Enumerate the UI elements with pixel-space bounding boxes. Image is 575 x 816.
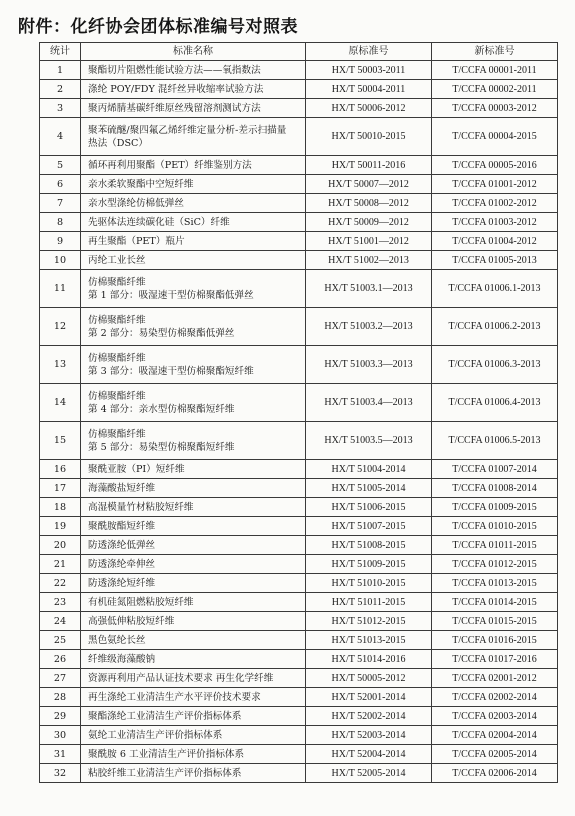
table-row [40, 726, 558, 745]
standard-name-line: 第 1 部分：吸湿速干型仿棉聚酯低弹丝 [88, 289, 254, 301]
old-standard-number: HX/T 51001—2012 [306, 232, 432, 251]
old-standard-number: HX/T 50011-2016 [306, 156, 432, 175]
new-standard-number: T/CCFA 01002-2012 [432, 194, 558, 213]
standard-name [81, 707, 306, 726]
standard-name [81, 175, 306, 194]
new-standard-number: T/CCFA 00003-2012 [432, 99, 558, 118]
table-row [40, 745, 558, 764]
old-standard-number: HX/T 51003.4—2013 [306, 384, 432, 422]
standard-name-line: 聚酰亚胺（PI）短纤维 [88, 463, 185, 475]
new-standard-number: T/CCFA 02002-2014 [432, 688, 558, 707]
old-standard-number: HX/T 51010-2015 [306, 574, 432, 593]
old-standard-number: HX/T 50007—2012 [306, 175, 432, 194]
column-header-standard-name: 标准名称 [81, 43, 306, 61]
standard-name [81, 118, 306, 156]
standard-name-line: 纤维级海藻酸钠 [88, 653, 156, 665]
standard-name [81, 213, 306, 232]
row-index: 30 [40, 726, 81, 745]
row-index: 25 [40, 631, 81, 650]
standard-name-line: 仿棉聚酯纤维 [88, 352, 146, 364]
table-row [40, 346, 558, 384]
standard-name [81, 479, 306, 498]
standard-name [81, 536, 306, 555]
standard-name-line: 先驱体法连续碳化硅（SiC）纤维 [88, 216, 230, 228]
standard-name-line: 聚丙烯腈基碳纤维原丝残留溶剂测试方法 [88, 102, 261, 114]
table-row [40, 175, 558, 194]
standard-name-line: 聚苯硫醚/聚四氟乙烯纤维定量分析-差示扫描量 [88, 124, 287, 136]
old-standard-number: HX/T 52002-2014 [306, 707, 432, 726]
row-index: 12 [40, 308, 81, 346]
new-standard-number: T/CCFA 01011-2015 [432, 536, 558, 555]
row-index: 17 [40, 479, 81, 498]
old-standard-number: HX/T 51008-2015 [306, 536, 432, 555]
standard-name [81, 422, 306, 460]
table-row [40, 308, 558, 346]
standard-name [81, 555, 306, 574]
standard-name [81, 745, 306, 764]
standard-name-line: 海藻酸盐短纤维 [88, 482, 156, 494]
old-standard-number: HX/T 51003.5—2013 [306, 422, 432, 460]
standard-name-line: 亲水柔软聚酯中空短纤维 [88, 178, 194, 190]
standard-name-line: 第 3 部分：吸湿速干型仿棉聚酯短纤维 [88, 365, 254, 377]
row-index: 1 [40, 61, 81, 80]
standard-name-line: 防透涤纶低弹丝 [88, 539, 156, 551]
table-header-row [40, 43, 558, 61]
row-index: 31 [40, 745, 81, 764]
standard-name [81, 574, 306, 593]
old-standard-number: HX/T 51012-2015 [306, 612, 432, 631]
row-index: 16 [40, 460, 81, 479]
old-standard-number: HX/T 50009—2012 [306, 213, 432, 232]
new-standard-number: T/CCFA 01017-2016 [432, 650, 558, 669]
standard-name-line: 聚酰胺酯短纤维 [88, 520, 156, 532]
old-standard-number: HX/T 52004-2014 [306, 745, 432, 764]
table-row [40, 536, 558, 555]
standard-name [81, 593, 306, 612]
standard-name [81, 308, 306, 346]
table-row [40, 650, 558, 669]
table-row [40, 688, 558, 707]
row-index: 14 [40, 384, 81, 422]
new-standard-number: T/CCFA 01007-2014 [432, 460, 558, 479]
standard-name [81, 80, 306, 99]
row-index: 15 [40, 422, 81, 460]
row-index: 11 [40, 270, 81, 308]
new-standard-number: T/CCFA 01003-2012 [432, 213, 558, 232]
old-standard-number: HX/T 51004-2014 [306, 460, 432, 479]
standard-name-line: 热法（DSC） [88, 137, 148, 149]
standard-name-line: 仿棉聚酯纤维 [88, 428, 146, 440]
standard-name-line: 聚酯涤纶工业清洁生产评价指标体系 [88, 710, 242, 722]
standard-name [81, 688, 306, 707]
new-standard-number: T/CCFA 01006.3-2013 [432, 346, 558, 384]
old-standard-number: HX/T 51006-2015 [306, 498, 432, 517]
row-index: 8 [40, 213, 81, 232]
row-index: 29 [40, 707, 81, 726]
new-standard-number: T/CCFA 01006.4-2013 [432, 384, 558, 422]
standard-name [81, 194, 306, 213]
row-index: 20 [40, 536, 81, 555]
table-row [40, 384, 558, 422]
table-row [40, 612, 558, 631]
table-row [40, 555, 558, 574]
row-index: 9 [40, 232, 81, 251]
standard-name-line: 循环再利用聚酯（PET）纤维鉴别方法 [88, 159, 252, 171]
standard-name-line: 防透涤纶短纤维 [88, 577, 156, 589]
standard-name-line: 高强低伸粘胶短纤维 [88, 615, 175, 627]
column-header-old-number: 原标准号 [306, 43, 432, 61]
standard-name [81, 650, 306, 669]
standard-name [81, 726, 306, 745]
standard-name-line: 涤纶 POY/FDY 混纤丝异收缩率试验方法 [88, 83, 264, 95]
table-row [40, 80, 558, 99]
new-standard-number: T/CCFA 01012-2015 [432, 555, 558, 574]
standard-name [81, 270, 306, 308]
standard-name-line: 丙纶工业长丝 [88, 254, 146, 266]
old-standard-number: HX/T 51005-2014 [306, 479, 432, 498]
row-index: 28 [40, 688, 81, 707]
row-index: 4 [40, 118, 81, 156]
row-index: 26 [40, 650, 81, 669]
row-index: 21 [40, 555, 81, 574]
row-index: 2 [40, 80, 81, 99]
new-standard-number: T/CCFA 02001-2012 [432, 669, 558, 688]
standard-name [81, 251, 306, 270]
row-index: 18 [40, 498, 81, 517]
old-standard-number: HX/T 50004-2011 [306, 80, 432, 99]
column-header-new-number: 新标准号 [432, 43, 558, 61]
new-standard-number: T/CCFA 01006.2-2013 [432, 308, 558, 346]
standard-name [81, 384, 306, 422]
standard-name-line: 粘胶纤维工业清洁生产评价指标体系 [88, 767, 242, 779]
table-row [40, 422, 558, 460]
new-standard-number: T/CCFA 01006.1-2013 [432, 270, 558, 308]
table-row [40, 232, 558, 251]
new-standard-number: T/CCFA 02005-2014 [432, 745, 558, 764]
standard-name-line: 仿棉聚酯纤维 [88, 314, 146, 326]
standards-table [39, 42, 558, 783]
column-header-index: 统计 [40, 43, 81, 61]
row-index: 5 [40, 156, 81, 175]
table-row [40, 213, 558, 232]
table-row [40, 574, 558, 593]
table-row [40, 270, 558, 308]
standard-name [81, 669, 306, 688]
new-standard-number: T/CCFA 00005-2016 [432, 156, 558, 175]
new-standard-number: T/CCFA 01005-2013 [432, 251, 558, 270]
standard-name [81, 61, 306, 80]
new-standard-number: T/CCFA 01008-2014 [432, 479, 558, 498]
new-standard-number: T/CCFA 01001-2012 [432, 175, 558, 194]
standard-name-line: 再生涤纶工业清洁生产水平评价技术要求 [88, 691, 261, 703]
standard-name-line: 资源再利用产品认证技术要求 再生化学纤维 [88, 672, 274, 684]
old-standard-number: HX/T 51003.3—2013 [306, 346, 432, 384]
table-row [40, 118, 558, 156]
row-index: 19 [40, 517, 81, 536]
old-standard-number: HX/T 50006-2012 [306, 99, 432, 118]
table-row [40, 156, 558, 175]
new-standard-number: T/CCFA 01016-2015 [432, 631, 558, 650]
old-standard-number: HX/T 51011-2015 [306, 593, 432, 612]
row-index: 22 [40, 574, 81, 593]
standard-name [81, 99, 306, 118]
new-standard-number: T/CCFA 02004-2014 [432, 726, 558, 745]
old-standard-number: HX/T 51003.1—2013 [306, 270, 432, 308]
new-standard-number: T/CCFA 00004-2015 [432, 118, 558, 156]
table-row [40, 631, 558, 650]
standard-name [81, 631, 306, 650]
standard-name-line: 仿棉聚酯纤维 [88, 390, 146, 402]
table-row [40, 593, 558, 612]
table-row [40, 460, 558, 479]
table-row [40, 498, 558, 517]
old-standard-number: HX/T 51002—2013 [306, 251, 432, 270]
old-standard-number: HX/T 50005-2012 [306, 669, 432, 688]
table-row [40, 99, 558, 118]
old-standard-number: HX/T 51007-2015 [306, 517, 432, 536]
old-standard-number: HX/T 50010-2015 [306, 118, 432, 156]
table-row [40, 194, 558, 213]
standard-name [81, 517, 306, 536]
standard-name-line: 聚酯切片阻燃性能试验方法——氧指数法 [88, 64, 261, 76]
row-index: 24 [40, 612, 81, 631]
new-standard-number: T/CCFA 01004-2012 [432, 232, 558, 251]
new-standard-number: T/CCFA 02003-2014 [432, 707, 558, 726]
standard-name [81, 612, 306, 631]
row-index: 10 [40, 251, 81, 270]
table-row [40, 479, 558, 498]
standard-name-line: 仿棉聚酯纤维 [88, 276, 146, 288]
old-standard-number: HX/T 52003-2014 [306, 726, 432, 745]
table-row [40, 61, 558, 80]
page-title: 附件：化纤协会团体标准编号对照表 [18, 17, 298, 37]
new-standard-number: T/CCFA 01013-2015 [432, 574, 558, 593]
new-standard-number: T/CCFA 01009-2015 [432, 498, 558, 517]
old-standard-number: HX/T 51003.2—2013 [306, 308, 432, 346]
old-standard-number: HX/T 51014-2016 [306, 650, 432, 669]
standard-name-line: 亲水型涤纶仿棉低弹丝 [88, 197, 184, 209]
row-index: 23 [40, 593, 81, 612]
table-row [40, 764, 558, 783]
standard-name-line: 防透涤纶牵伸丝 [88, 558, 156, 570]
table-row [40, 707, 558, 726]
standard-name [81, 346, 306, 384]
new-standard-number: T/CCFA 01015-2015 [432, 612, 558, 631]
new-standard-number: T/CCFA 00002-2011 [432, 80, 558, 99]
new-standard-number: T/CCFA 01010-2015 [432, 517, 558, 536]
standard-name [81, 498, 306, 517]
old-standard-number: HX/T 51013-2015 [306, 631, 432, 650]
row-index: 27 [40, 669, 81, 688]
row-index: 6 [40, 175, 81, 194]
new-standard-number: T/CCFA 00001-2011 [432, 61, 558, 80]
table-body [40, 61, 558, 783]
table-row [40, 517, 558, 536]
old-standard-number: HX/T 51009-2015 [306, 555, 432, 574]
row-index: 13 [40, 346, 81, 384]
row-index: 3 [40, 99, 81, 118]
standard-name [81, 232, 306, 251]
standard-name [81, 764, 306, 783]
standard-name-line: 再生聚酯（PET）瓶片 [88, 235, 185, 247]
standard-name-line: 氨纶工业清洁生产评价指标体系 [88, 729, 223, 741]
new-standard-number: T/CCFA 01014-2015 [432, 593, 558, 612]
standard-name-line: 高湿模量竹材粘胶短纤维 [88, 501, 194, 513]
standard-name-line: 第 2 部分：易染型仿棉聚酯低弹丝 [88, 327, 235, 339]
table-row [40, 669, 558, 688]
new-standard-number: T/CCFA 01006.5-2013 [432, 422, 558, 460]
standard-name-line: 黑色氨纶长丝 [88, 634, 146, 646]
old-standard-number: HX/T 52005-2014 [306, 764, 432, 783]
table-row [40, 251, 558, 270]
old-standard-number: HX/T 52001-2014 [306, 688, 432, 707]
standard-name-line: 第 5 部分：易染型仿棉聚酯短纤维 [88, 441, 235, 453]
old-standard-number: HX/T 50008—2012 [306, 194, 432, 213]
new-standard-number: T/CCFA 02006-2014 [432, 764, 558, 783]
row-index: 32 [40, 764, 81, 783]
standard-name [81, 156, 306, 175]
standard-name-line: 第 4 部分：亲水型仿棉聚酯短纤维 [88, 403, 235, 415]
row-index: 7 [40, 194, 81, 213]
old-standard-number: HX/T 50003-2011 [306, 61, 432, 80]
standard-name-line: 聚酰胺 6 工业清洁生产评价指标体系 [88, 748, 245, 760]
standard-name [81, 460, 306, 479]
standard-name-line: 有机硅氮阻燃粘胶短纤维 [88, 596, 194, 608]
